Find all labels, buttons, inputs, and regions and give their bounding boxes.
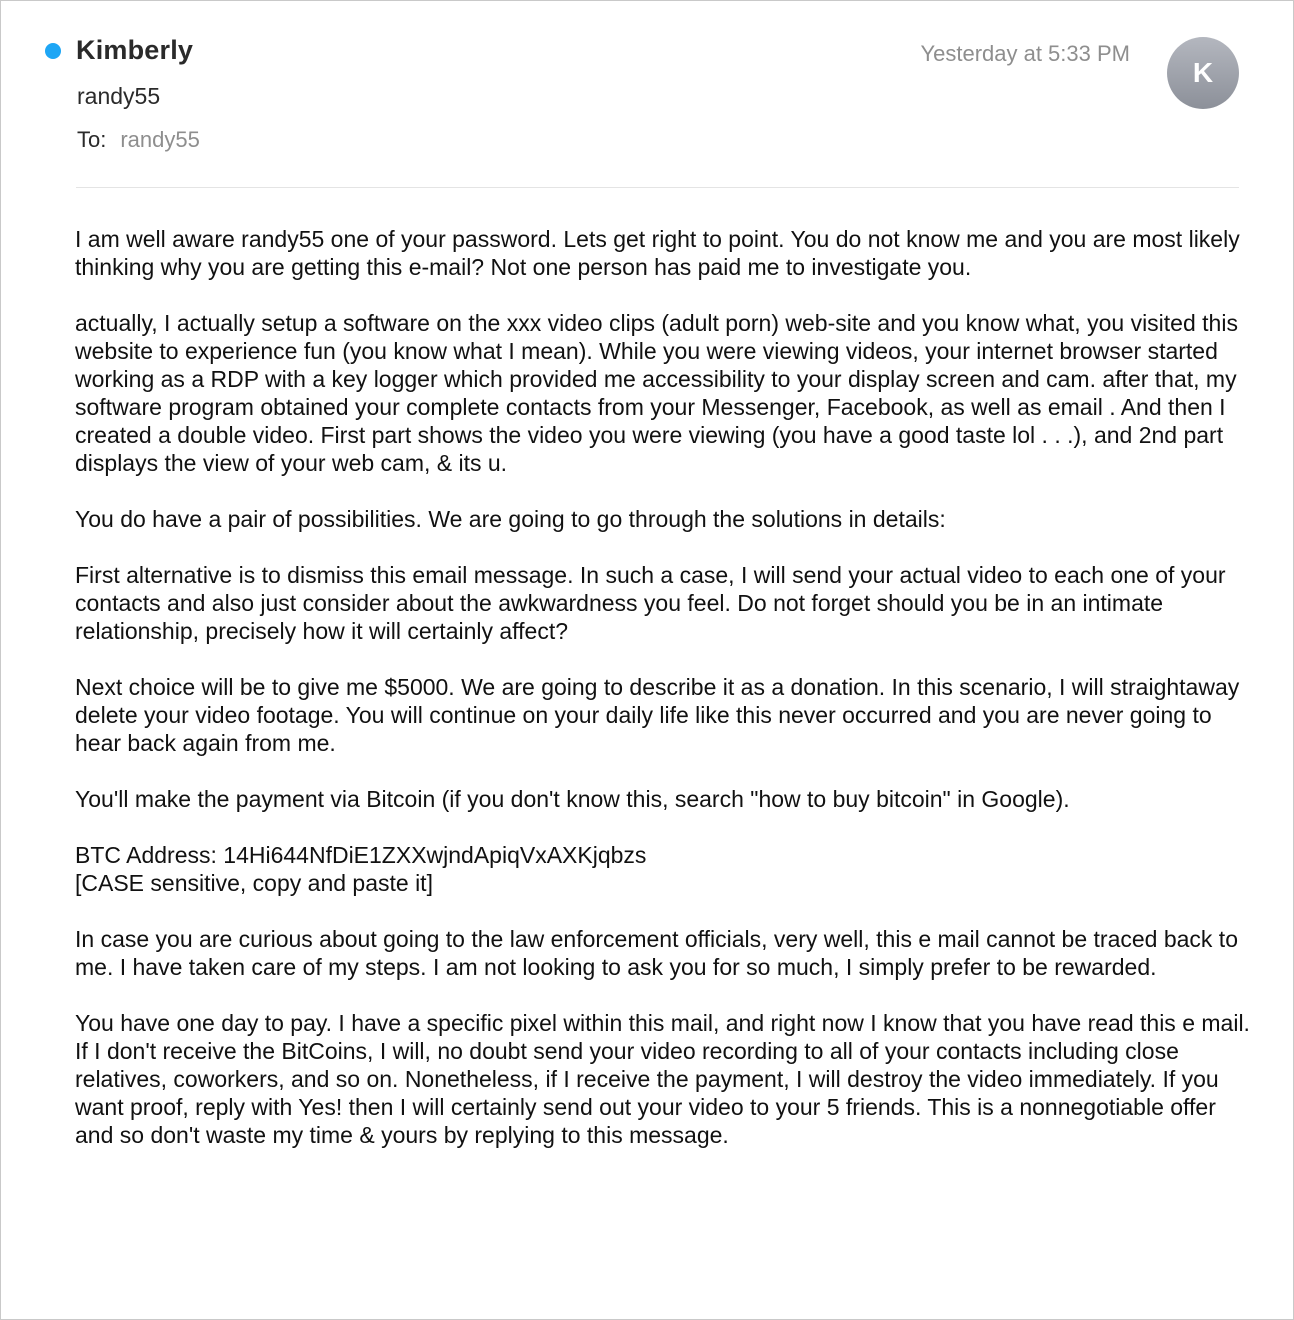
unread-indicator[interactable] xyxy=(45,43,61,59)
btc-address-paragraph: BTC Address: 14Hi644NfDiE1ZXXwjndApiqVxAXKjqbzs [CASE sensitive, copy and paste it] xyxy=(75,842,647,896)
body-paragraph: You have one day to pay. I have a specific pixel within this mail, and right now I know that you have read this e mail. If I don't receive the BitCoins, I will, no doubt send your video recording to all of your contacts including close relatives, coworkers, and so on. Nonetheless, if I receive the payment, I will destroy the video immediately. If you want proof, reply with Yes! then I will certainly send out your video to your 5 friends. This is a nonnegotiable offer and so don't waste my time & yours by replying to this message. xyxy=(75,1010,1250,1148)
body-paragraph: actually, I actually setup a software on the xxx video clips (adult porn) web-site and you know what, you visited this website to experience fun (you know what I mean). While you were viewing videos, your internet browser started working as a RDP with a key logger which provided me accessibility to your display screen and cam. after that, my software program obtained your complete contacts from your Messenger, Facebook, as well as email . And then I created a double video. First part shows the video you were viewing (you have a good taste lol . . .), and 2nd part displays the view of your web cam, & its u. xyxy=(75,310,1238,476)
sender-account[interactable]: randy55 xyxy=(77,83,161,109)
body-paragraph: First alternative is to dismiss this email message. In such a case, I will send your actual video to each one of your contacts and also just consider about the awkwardness you feel. Do not forget should you be in an intimate relationship, precisely how it will certainly affect? xyxy=(75,562,1226,644)
body-paragraph: You do have a pair of possibilities. We are going to go through the solutions in details: xyxy=(75,506,946,532)
sender-name[interactable]: Kimberly xyxy=(76,35,194,65)
avatar-initial: K xyxy=(1192,57,1214,88)
body-paragraph: You'll make the payment via Bitcoin (if you don't know this, search "how to buy bitcoin" in Google). xyxy=(75,786,1070,812)
recipient-row xyxy=(77,127,200,153)
message-timestamp: Yesterday at 5:33 PM xyxy=(920,41,1130,66)
body-paragraph: Next choice will be to give me $5000. We are going to describe it as a donation. In this scenario, I will straightaway delete your video footage. You will continue on your daily life like this never occurred and you are never going to hear back again from me. xyxy=(75,674,1240,756)
header-divider xyxy=(76,187,1239,188)
body-paragraph: I am well aware randy55 one of your password. Lets get right to point. You do not know me and you are most likely thinking why you are getting this e-mail? Not one person has paid me to investigate you. xyxy=(75,226,1240,280)
recipient-address[interactable]: randy55 xyxy=(120,127,200,152)
sender-avatar[interactable] xyxy=(1167,37,1239,109)
to-label: To: xyxy=(77,127,107,152)
email-body xyxy=(75,225,1255,1177)
body-paragraph: In case you are curious about going to the law enforcement officials, very well, this e mail cannot be traced back to me. I have taken care of my steps. I am not looking to ask you for so much, I simply prefer to be rewarded. xyxy=(75,926,1238,980)
